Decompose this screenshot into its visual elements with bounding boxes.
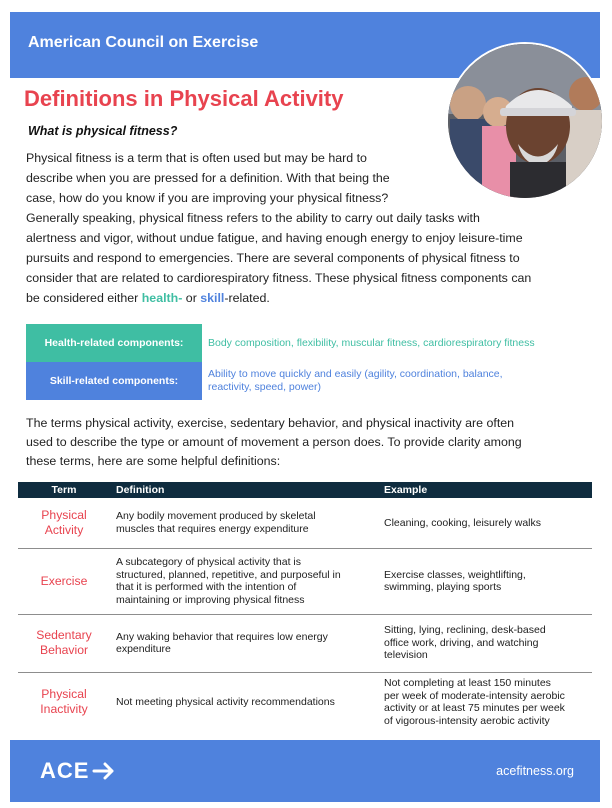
footer-bar bbox=[10, 740, 600, 802]
term-line: Exercise bbox=[40, 573, 88, 588]
example-line: Exercise classes, weightlifting, bbox=[384, 568, 526, 581]
definition-cell bbox=[110, 548, 378, 614]
skill-components-row bbox=[26, 362, 596, 400]
example-cell bbox=[378, 498, 592, 548]
definition-line: maintaining or improving physical fitness bbox=[116, 593, 305, 606]
example-cell bbox=[378, 672, 592, 732]
definition-line: muscles that requires energy expenditure bbox=[116, 522, 309, 535]
definition-line: expenditure bbox=[116, 643, 171, 655]
header-term: Term bbox=[18, 482, 110, 498]
health-highlight: health- bbox=[141, 291, 183, 305]
term-cell bbox=[18, 498, 110, 548]
skill-value-line: reactivity, speed, power) bbox=[208, 381, 322, 393]
example-line: office work, driving, and watching bbox=[384, 636, 539, 649]
intro-line: Physical fitness is a term that is often used but may be hard to bbox=[26, 151, 367, 165]
page-margin bbox=[0, 0, 10, 808]
intro-line: alertness and vigor, without undue fatigue, and having enough energy to enjoy leisure-time bbox=[26, 231, 523, 245]
table-row bbox=[18, 614, 592, 672]
term-line: Behavior bbox=[39, 643, 89, 657]
logo-text: ACE bbox=[40, 758, 90, 783]
fact-sheet bbox=[10, 12, 600, 802]
health-components-label: Health-related components: bbox=[26, 324, 202, 362]
definition-cell bbox=[110, 672, 378, 732]
definition-line: Any waking behavior that requires low energy bbox=[116, 630, 328, 643]
definition-cell bbox=[110, 498, 378, 548]
example-line: Cleaning, cooking, leisurely walks bbox=[384, 516, 541, 529]
intro-line: pursuits and respond to emergencies. There are several components of physical fitness to bbox=[26, 251, 520, 265]
term-line: Sedentary bbox=[36, 628, 92, 642]
term-line: Inactivity bbox=[40, 702, 88, 717]
term-cell bbox=[18, 672, 110, 732]
term-cell bbox=[18, 548, 110, 614]
intro-line: Generally speaking, physical fitness refers to the ability to carry out daily tasks with bbox=[26, 211, 480, 225]
term-line: Physical bbox=[41, 687, 87, 702]
components-table bbox=[26, 324, 596, 400]
definition-line: that it is performed with the intention of bbox=[116, 581, 297, 593]
para-line: used to describe the type or amount of movement a person does. To provide clarity among bbox=[26, 435, 522, 449]
intro-line bbox=[26, 288, 592, 308]
intro-line: consider that are related to cardiorespiratory fitness. These physical fitness components can bbox=[26, 271, 532, 285]
example-line: per week of moderate-intensity aerobic bbox=[384, 689, 565, 702]
definition-line: A subcategory of physical activity that is bbox=[116, 556, 302, 568]
header-definition: Definition bbox=[110, 482, 378, 498]
skill-value-line: Ability to move quickly and easily (agility, coordination, balance, bbox=[208, 368, 503, 380]
section-subhead: What is physical fitness? bbox=[28, 124, 178, 138]
table-row bbox=[18, 498, 592, 548]
term-line: Activity bbox=[44, 522, 84, 537]
example-line: Not completing at least 150 minutes bbox=[384, 677, 551, 690]
header-title: American Council on Exercise bbox=[28, 34, 259, 51]
table-header-row bbox=[18, 482, 592, 498]
arrow-right-icon bbox=[92, 761, 118, 781]
example-line: Sitting, lying, reclining, desk-based bbox=[384, 624, 546, 637]
skill-components-value bbox=[208, 362, 598, 400]
intro-line: describe when you are pressed for a definition. With that being the bbox=[26, 171, 390, 185]
para-line: these terms, here are some helpful definitions: bbox=[26, 454, 281, 468]
example-line: television bbox=[384, 649, 428, 662]
page-title: Definitions in Physical Activity bbox=[24, 86, 344, 111]
example-line: of vigorous-intensity aerobic activity bbox=[384, 714, 550, 727]
intro-line: case, how do you know if you are improving your physical fitness? bbox=[26, 191, 389, 205]
skill-highlight: skill bbox=[200, 291, 225, 305]
definition-line: Any bodily movement produced by skeletal bbox=[116, 510, 316, 523]
intro-text: -related. bbox=[224, 291, 270, 305]
term-cell bbox=[18, 614, 110, 672]
example-cell bbox=[378, 548, 592, 614]
health-components-row bbox=[26, 324, 596, 362]
para-line: The terms physical activity, exercise, sedentary behavior, and physical inactivity are often bbox=[26, 416, 515, 430]
example-line: swimming, playing sports bbox=[384, 581, 502, 593]
intro-text: be considered either bbox=[26, 291, 142, 305]
intro-paragraph bbox=[26, 148, 592, 308]
definitions-intro-paragraph bbox=[26, 414, 596, 471]
definition-line: structured, planned, repetitive, and purposeful in bbox=[116, 568, 341, 581]
table-row bbox=[18, 548, 592, 614]
header-example: Example bbox=[378, 482, 592, 498]
ace-logo[interactable] bbox=[40, 758, 118, 784]
health-components-value: Body composition, flexibility, muscular fitness, cardiorespiratory fitness bbox=[208, 336, 535, 349]
intro-text: or bbox=[182, 291, 201, 305]
definition-line: Not meeting physical activity recommendations bbox=[116, 696, 335, 708]
definitions-table bbox=[18, 482, 592, 732]
definition-cell bbox=[110, 614, 378, 672]
table-row bbox=[18, 672, 592, 732]
skill-components-label: Skill-related components: bbox=[26, 362, 202, 400]
website-link[interactable]: acefitness.org bbox=[496, 764, 574, 778]
term-line: Physical bbox=[41, 507, 87, 522]
example-cell bbox=[378, 614, 592, 672]
example-line: activity or at least 75 minutes per week bbox=[384, 702, 565, 715]
